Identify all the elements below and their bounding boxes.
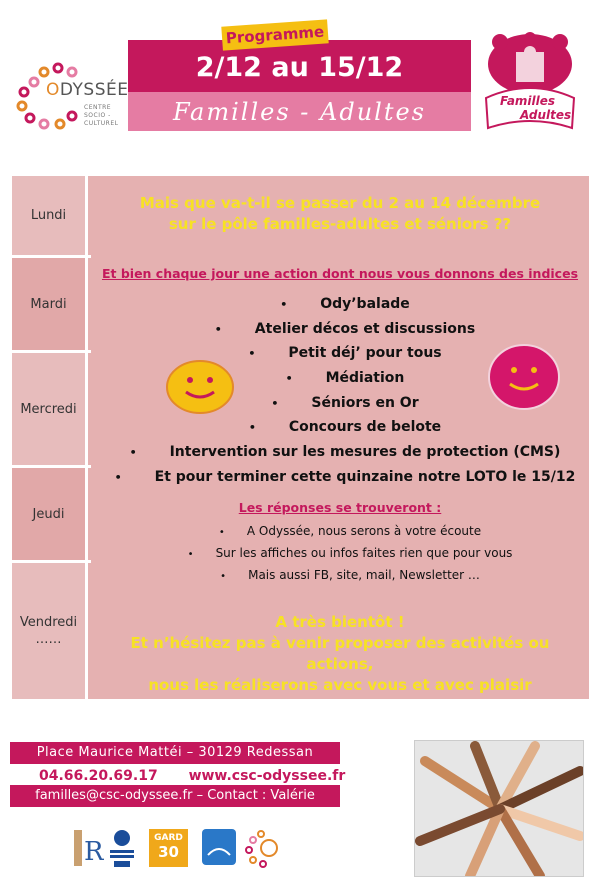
list-item: • Séniors en Or	[110, 395, 580, 420]
day-mardi: Mardi	[12, 258, 88, 350]
list-item: • Mais aussi FB, site, mail, Newsletter …	[120, 568, 580, 590]
programme-dates: 2/12 au 15/12	[195, 52, 404, 83]
day-lundi: Lundi	[12, 176, 88, 255]
question-text: Mais que va-t-il se passer du 2 au 14 décembre sur le pôle familles-adultes et séniors ??	[139, 194, 541, 233]
list-item: • Concours de belote	[110, 419, 580, 444]
title-banner	[128, 40, 471, 131]
phone-number: 04.66.20.69.17	[39, 768, 158, 784]
svg-text:R: R	[84, 837, 104, 867]
list-item: • A Odyssée, nous serons à votre écoute	[120, 524, 580, 546]
list-item: • Sur les affiches ou infos faites rien que pour vous	[120, 546, 580, 568]
days-column	[12, 176, 88, 699]
programme-subtitle: Familles - Adultes	[173, 98, 426, 126]
redessan-logo-icon	[72, 826, 104, 870]
odyssee-logo	[10, 52, 129, 130]
odyssee-small-logo-icon	[243, 826, 293, 870]
caf-logo-icon	[104, 826, 140, 870]
day-mercredi: Mercredi	[12, 353, 88, 465]
website-link[interactable]: www.csc-odyssee.fr	[188, 768, 346, 784]
list-item: • Petit déj’ pour tous	[110, 345, 580, 370]
list-item: • Et pour terminer cette quinzaine notre LOTO le 15/12	[110, 469, 580, 494]
day-vendredi: Vendredi ……	[12, 563, 88, 699]
responses-title: Les réponses se trouveront :	[238, 500, 442, 515]
day-jeudi: Jeudi	[12, 468, 88, 560]
list-item: • Ody’balade	[110, 296, 580, 321]
familles-adultes-logo: Familles Adultes	[476, 28, 584, 132]
programme-label: Programme	[221, 19, 328, 50]
joined-hands-icon	[415, 741, 584, 877]
partner-blue-logo-icon	[202, 829, 236, 865]
closing-text: A très bientôt ! Et n’hésitez pas à venir proposer des activités ou actions, nous les réaliserons avec vous et avec plaisir	[130, 613, 550, 694]
email-contact-banner[interactable]: familles@csc-odyssee.fr – Contact : Valérie	[10, 785, 340, 807]
intro-text: Et bien chaque jour une action dont nous vous donnons des indices	[101, 266, 579, 281]
hands-photo	[414, 740, 584, 877]
responses-list	[120, 524, 580, 590]
yellow-smiley-icon	[164, 358, 236, 416]
list-item: • Médiation	[110, 370, 580, 395]
list-item: • Intervention sur les mesures de protection (CMS)	[110, 444, 580, 469]
contact-line	[39, 768, 369, 784]
odyssee-logo-text: ODYSSÉE	[46, 80, 129, 100]
gard-department-logo: GARD 30	[149, 829, 188, 867]
address-banner: Place Maurice Mattéi – 30129 Redessan	[10, 742, 340, 764]
list-item: • Atelier décos et discussions	[110, 321, 580, 346]
odyssee-logo-subtitle: CENTRE SOCIO - CULTUREL	[84, 104, 119, 127]
magenta-smiley-icon	[486, 342, 562, 412]
